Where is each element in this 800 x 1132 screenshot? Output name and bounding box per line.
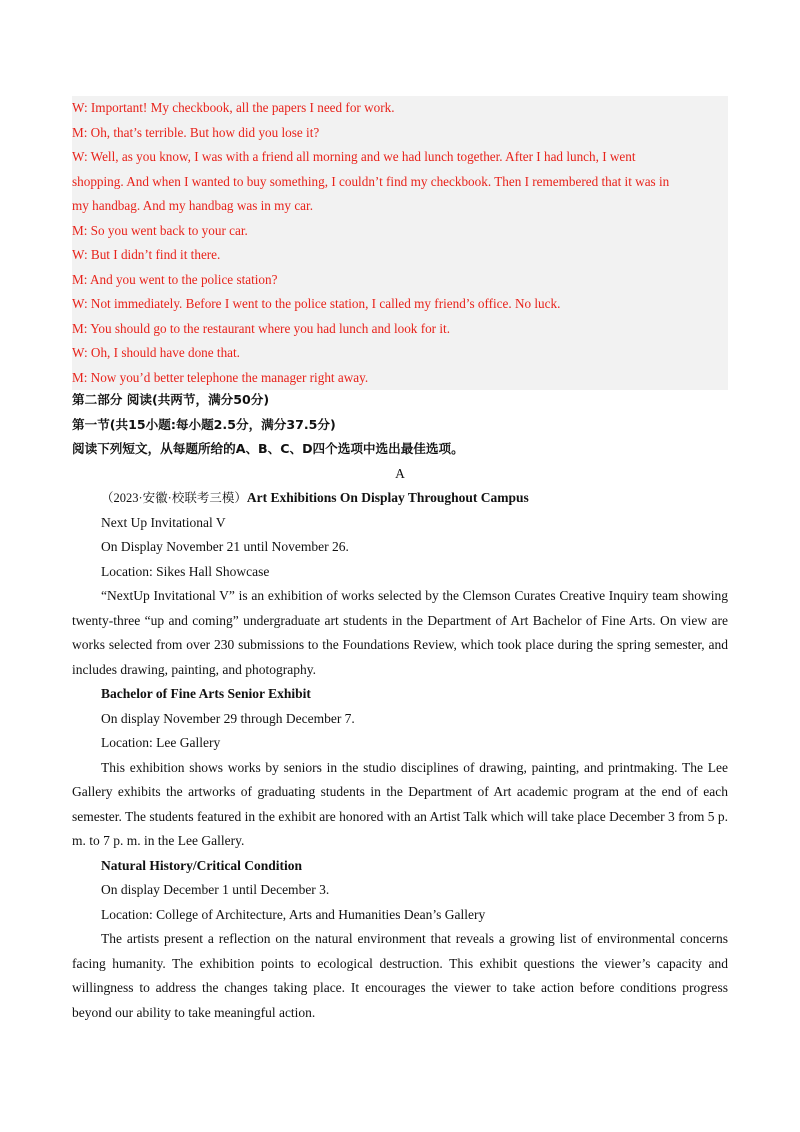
exhibit-location: Location: Lee Gallery — [101, 735, 221, 750]
dialogue-line: W: Oh, I should have done that. — [72, 345, 240, 360]
section-heading: 第一节(共15小题:每小题2.5分，满分37.5分) — [72, 416, 336, 432]
exhibit-description: This exhibition shows works by seniors in the studio disciplines of drawing, painting, and printmaking. The Lee Gallery exhibits the artworks of graduating students in the Department of Art academic program at the end of each semester. The students featured in the exhibit are honored with an Artist Talk which will take place December 3 from 5 p. m. to 7 p. m. in the Lee Gallery. — [72, 759, 728, 848]
exhibit-name: Bachelor of Fine Arts Senior Exhibit — [101, 686, 311, 701]
exhibit-dates: On display November 29 through December 7. — [101, 710, 355, 726]
passage-title-line — [72, 486, 728, 511]
exhibit-dates: On Display November 21 until November 26. — [101, 539, 349, 554]
exhibit-description: “NextUp Invitational V” is an exhibition of works selected by the Clemson Curates Creative Inquiry team showing twenty-three “up and coming” undergraduate art students in the Department of Art Bachelor of Fine Arts. On view are works selected from over 230 submissions to the Foundations Review, which took place during the spring semester, and includes drawing, painting, and photography. — [72, 588, 728, 677]
listening-transcript — [72, 96, 728, 390]
dialogue-line: my handbag. And my handbag was in my car. — [72, 198, 313, 213]
exhibit-location: Location: Sikes Hall Showcase — [101, 563, 270, 579]
dialogue-line: W: Important! My checkbook, all the papers I need for work. — [72, 100, 395, 115]
dialogue-line: W: But I didn’t find it there. — [72, 247, 221, 262]
dialogue-line: M: You should go to the restaurant where you had lunch and look for it. — [72, 320, 450, 336]
dialogue-line: M: Now you’d better telephone the manager right away. — [72, 369, 369, 385]
reading-section — [72, 388, 728, 1025]
passage-label: A — [395, 465, 405, 481]
dialogue-line: M: Oh, that’s terrible. But how did you lose it? — [72, 124, 320, 140]
exhibit-name: Natural History/Critical Condition — [101, 857, 302, 873]
dialogue-line: M: So you went back to your car. — [72, 222, 248, 238]
dialogue-line: shopping. And when I wanted to buy something, I couldn’t find my checkbook. Then I remembered that it was in — [72, 173, 670, 189]
source-note: （2023·安徽·校联考三模） — [101, 491, 247, 505]
part-heading: 第二部分 阅读(共两节，满分50分) — [72, 392, 270, 407]
instruction: 阅读下列短文，从每题所给的A、B、C、D四个选项中选出最佳选项。 — [72, 441, 464, 456]
passage-title: Art Exhibitions On Display Throughout Campus — [246, 490, 529, 505]
exhibit-name: Next Up Invitational V — [101, 514, 226, 530]
dialogue-line: W: Not immediately. Before I went to the police station, I called my friend’s office. No luck. — [72, 296, 561, 311]
exhibit-dates: On display December 1 until December 3. — [101, 882, 330, 897]
dialogue-line: W: Well, as you know, I was with a friend all morning and we had lunch together. After I had lunch, I went — [72, 149, 636, 164]
dialogue-line: M: And you went to the police station? — [72, 271, 278, 287]
exhibit-location: Location: College of Architecture, Arts and Humanities Dean’s Gallery — [101, 906, 486, 922]
exhibit-description: The artists present a reflection on the natural environment that reveals a growing list of environmental concerns facing humanity. The exhibition points to ecological destruction. This exhibit questions the viewer’s capacity and willingness to address the changes taking place. It encourages the viewer to take action before conditions progress beyond our ability to take meaningful action. — [72, 931, 728, 1020]
